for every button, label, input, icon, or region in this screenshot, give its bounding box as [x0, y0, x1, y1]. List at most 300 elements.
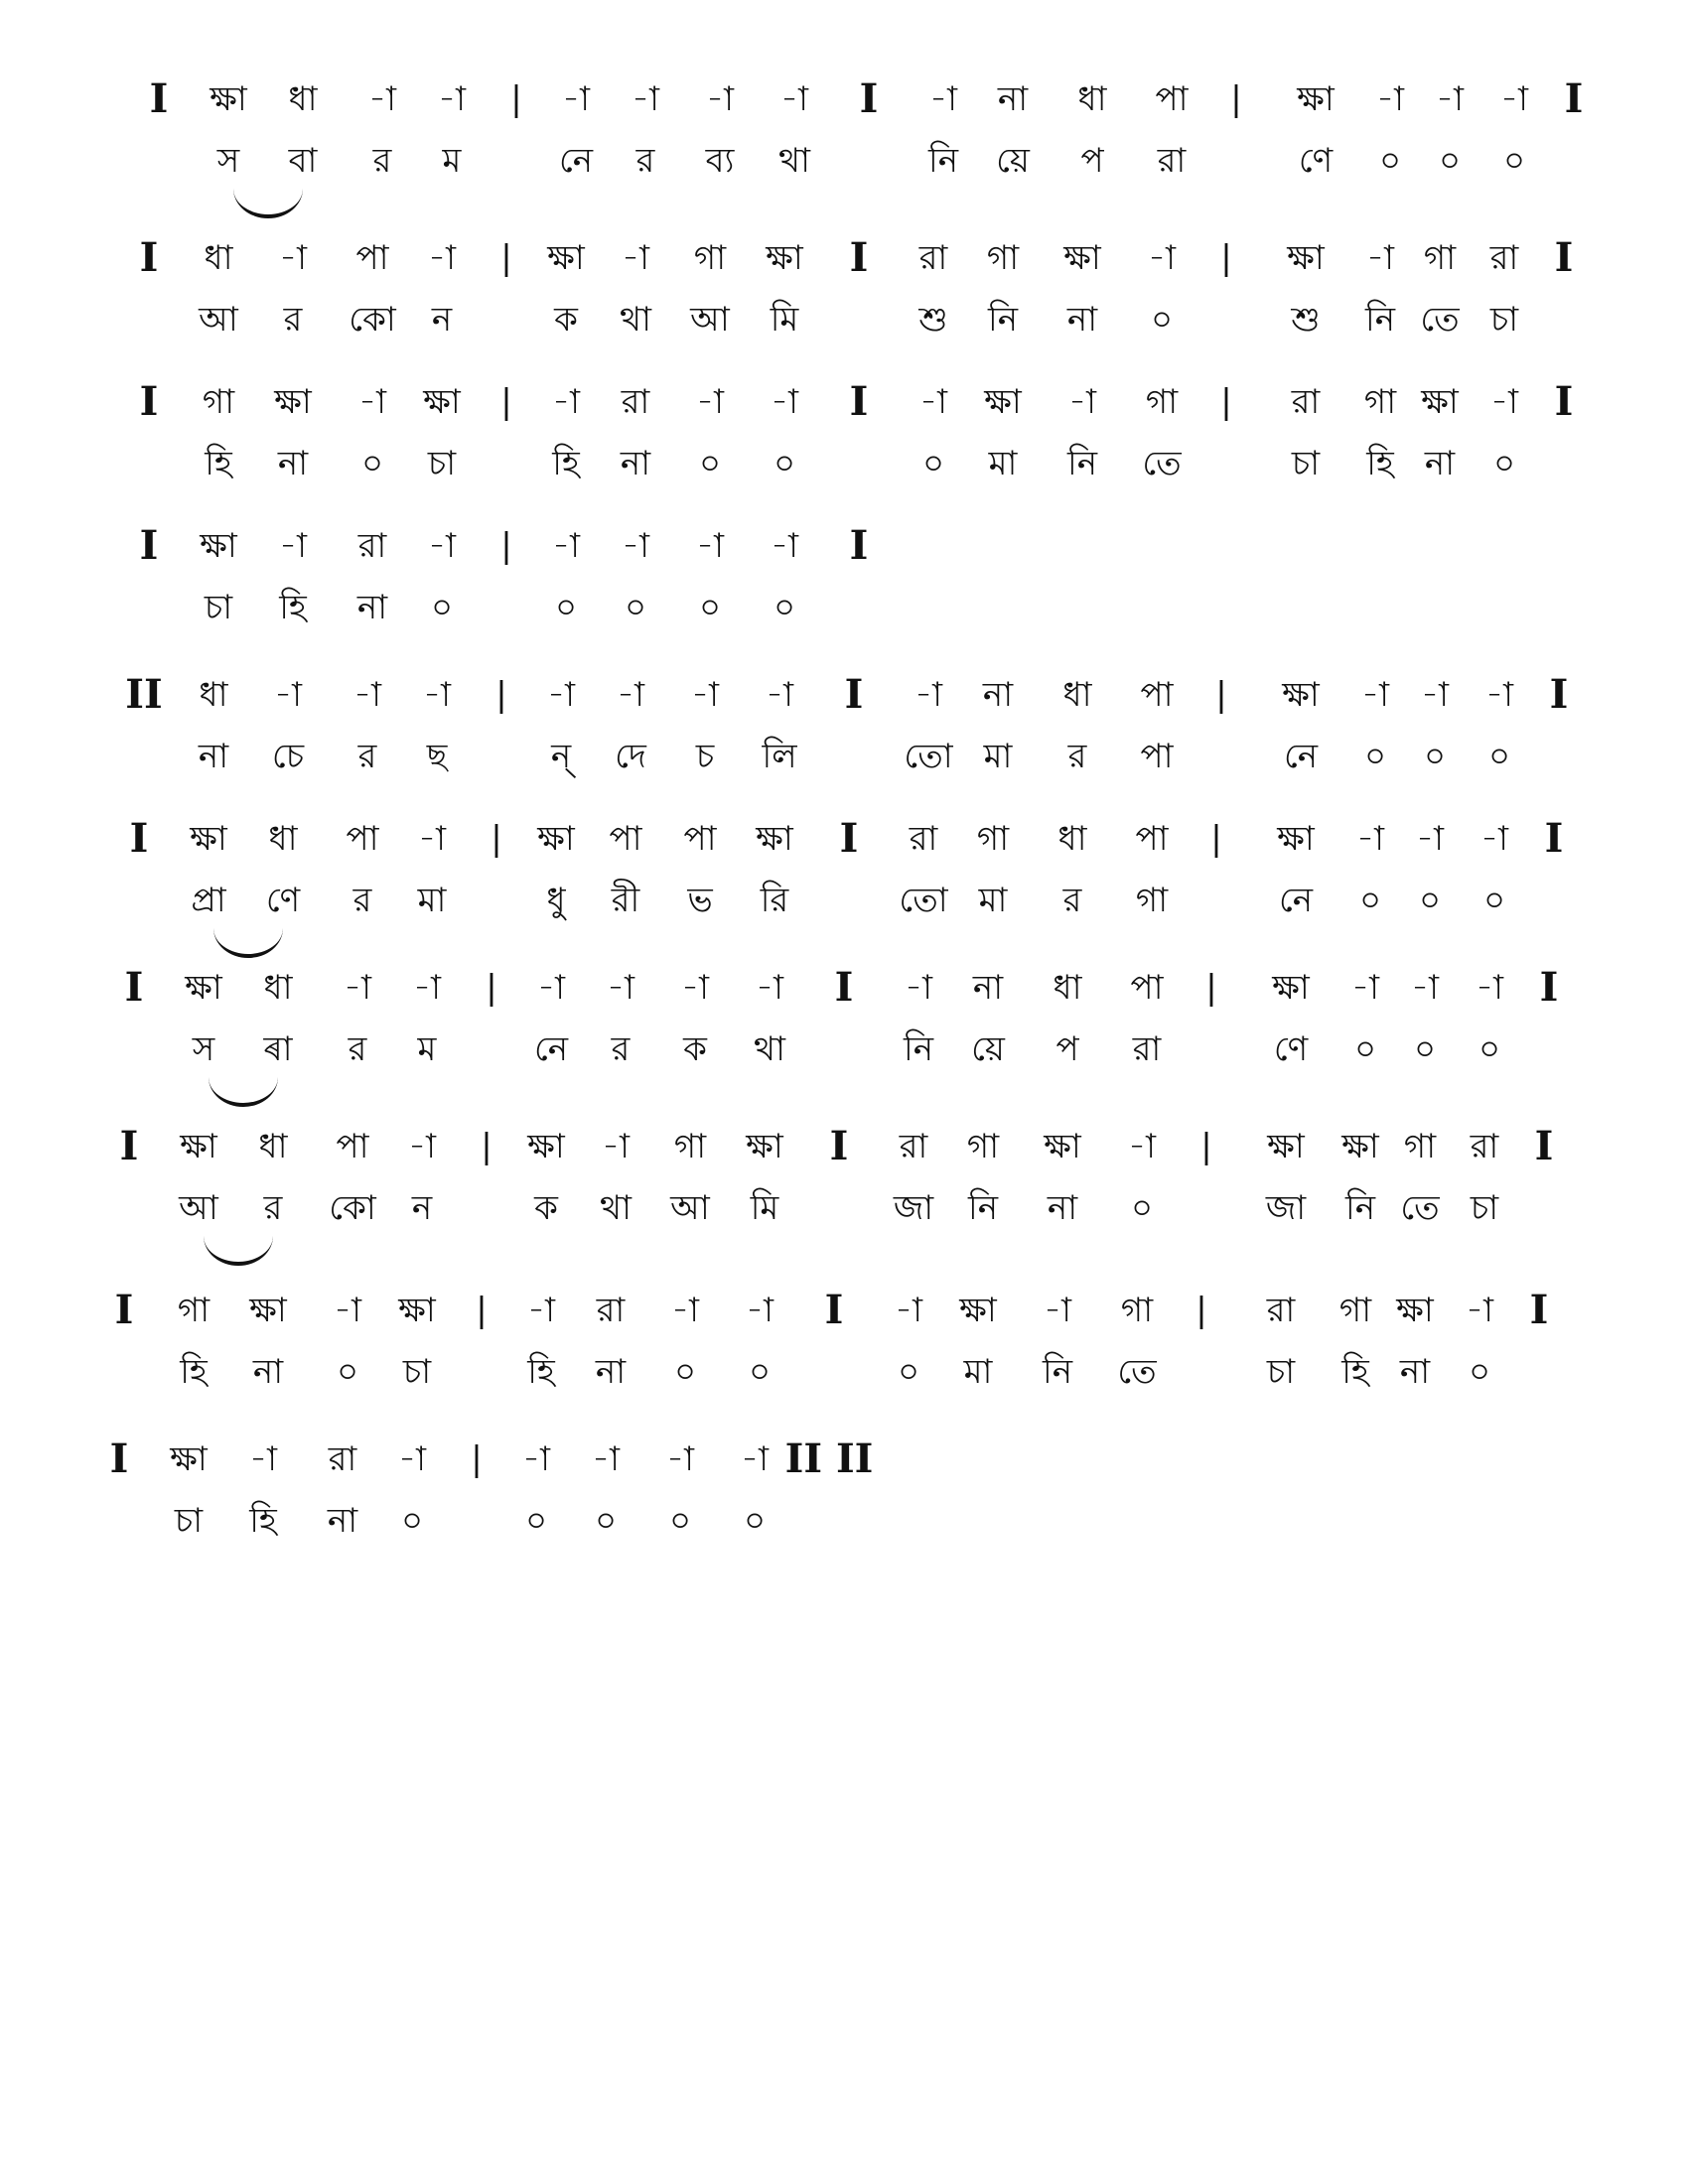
swara-note: ধা — [204, 238, 233, 278]
swara-note: -া — [279, 238, 307, 278]
slur-mark — [213, 928, 283, 958]
swara-note: ক্ষা — [527, 1127, 565, 1166]
swara-note: -া — [746, 1291, 774, 1330]
lyric-syllable: চা — [402, 1352, 432, 1392]
swara-note: ধা — [1077, 79, 1107, 119]
swara-note: -া — [334, 1291, 361, 1330]
lyric-syllable: হি — [279, 588, 307, 627]
swara-note: রা — [909, 819, 938, 859]
lyric-syllable: ০ — [1413, 1029, 1437, 1069]
lyric-row — [0, 1491, 1688, 1551]
swara-note: -া — [1044, 1291, 1071, 1330]
beat-separator: | — [495, 675, 507, 715]
swara-note: ক্ষা — [1421, 382, 1459, 422]
lyric-syllable: র — [1062, 881, 1082, 920]
swara-note: -া — [368, 79, 396, 119]
lyric-syllable: না — [327, 1501, 358, 1541]
swara-note: রা — [596, 1291, 626, 1330]
lyric-syllable: নি — [1066, 444, 1098, 483]
swara-note: -া — [527, 1291, 555, 1330]
swara-note: ধা — [263, 968, 293, 1008]
bar-line: I — [824, 1287, 844, 1333]
lyric-syllable: রা — [1157, 141, 1187, 181]
lyric-syllable: না — [1066, 300, 1098, 340]
lyric-syllable: ভ — [687, 881, 713, 920]
swara-note: ক্ষা — [1297, 79, 1335, 119]
lyric-syllable: চা — [204, 588, 233, 627]
swara-note: না — [972, 968, 1004, 1008]
lyric-syllable: থা — [600, 1188, 632, 1228]
lyric-syllable: ০ — [1482, 881, 1506, 920]
swara-note: -া — [602, 1127, 630, 1166]
lyric-syllable: দে — [615, 737, 646, 776]
beat-separator: | — [491, 819, 502, 859]
lyric-syllable: হি — [249, 1501, 277, 1541]
swara-note: -া — [552, 382, 580, 422]
swara-note: -া — [905, 968, 932, 1008]
swara-note: রা — [918, 238, 948, 278]
lyric-syllable: হি — [1366, 444, 1394, 483]
swara-note: ক্ষা — [766, 238, 803, 278]
swara-note: রা — [1266, 1291, 1296, 1330]
swara-note: রা — [328, 1439, 357, 1479]
lyric-row — [0, 1178, 1688, 1238]
swara-note: -া — [1366, 238, 1394, 278]
lyric-syllable: ০ — [743, 1501, 767, 1541]
bar-line: II II — [784, 1435, 874, 1482]
swara-note: ক্ষা — [756, 819, 793, 859]
lyric-syllable: হি — [552, 444, 580, 483]
lyric-syllable: ০ — [1378, 141, 1402, 181]
swara-note: -া — [771, 382, 798, 422]
swara-note: রা — [1489, 238, 1519, 278]
beat-separator: | — [500, 238, 512, 278]
swara-note: গা — [1403, 1127, 1437, 1166]
lyric-syllable: ০ — [668, 1501, 692, 1541]
lyric-syllable: ণে — [1298, 141, 1334, 181]
lyric-syllable: নি — [1364, 300, 1396, 340]
swara-note: -া — [358, 382, 386, 422]
lyric-syllable: ন — [411, 1188, 433, 1228]
bar-line: I — [1544, 815, 1564, 862]
swara-note: -া — [1466, 1291, 1493, 1330]
lyric-syllable: প্রা — [191, 881, 226, 920]
lyric-syllable: চে — [271, 737, 305, 776]
swara-note: গা — [1145, 382, 1179, 422]
lyric-syllable: ক — [683, 1029, 707, 1069]
swara-note: গা — [1120, 1291, 1154, 1330]
lyric-syllable: জা — [1265, 1188, 1307, 1228]
bar-line: I — [844, 671, 864, 718]
swara-note: -া — [1128, 1127, 1156, 1166]
bar-line: I — [1539, 964, 1559, 1011]
lyric-syllable: চা — [427, 444, 457, 483]
swara-note: -া — [522, 1439, 550, 1479]
bar-line: I — [849, 234, 869, 281]
lyric-syllable: ০ — [1363, 737, 1387, 776]
lyric-syllable: চা — [1266, 1352, 1296, 1392]
swara-note: ক্ষা — [170, 1439, 208, 1479]
swara-note: ধা — [1062, 675, 1092, 715]
swara-note: ক্ষা — [398, 1291, 436, 1330]
lyric-syllable: ০ — [1353, 1029, 1377, 1069]
swara-note: -া — [408, 1127, 436, 1166]
bar-line: I — [1564, 75, 1584, 122]
lyric-syllable: হি — [1341, 1352, 1369, 1392]
lyric-syllable: থা — [754, 1029, 785, 1069]
swara-note: ক্ষা — [1287, 238, 1325, 278]
swara-note: রা — [621, 382, 650, 422]
lyric-syllable: ক — [534, 1188, 558, 1228]
beat-separator: | — [1210, 819, 1222, 859]
lyric-syllable: র — [352, 881, 372, 920]
lyric-syllable: ০ — [773, 444, 796, 483]
lyric-syllable: নি — [1344, 1188, 1376, 1228]
swara-note: ক্ষা — [249, 1291, 287, 1330]
swara-note: ক্ষা — [1341, 1127, 1379, 1166]
lyric-syllable: নি — [967, 1188, 999, 1228]
notation-line — [0, 958, 1688, 1107]
lyric-syllable: ০ — [400, 1501, 424, 1541]
lyric-syllable: র — [611, 1029, 631, 1069]
swara-row — [0, 228, 1688, 288]
swara-note: না — [982, 675, 1014, 715]
lyric-syllable: স — [192, 1029, 215, 1069]
bar-line: I — [139, 378, 159, 425]
lyric-syllable: য়ে — [971, 1029, 1005, 1069]
swara-note: রা — [1291, 382, 1321, 422]
slur-mark — [204, 1236, 273, 1266]
lyric-syllable: থা — [620, 300, 651, 340]
beat-separator: | — [486, 968, 497, 1008]
swara-note: পা — [683, 819, 717, 859]
swara-row — [0, 958, 1688, 1018]
lyric-syllable: তো — [899, 881, 948, 920]
swara-note: -া — [552, 526, 580, 566]
bar-line: I — [109, 1435, 129, 1482]
swara-note: গা — [986, 238, 1020, 278]
swara-note: ক্ষা — [547, 238, 585, 278]
lyric-syllable: র — [372, 141, 392, 181]
lyric-syllable: মা — [963, 1352, 993, 1392]
lyric-syllable: ০ — [336, 1352, 359, 1392]
swara-note: -া — [914, 675, 942, 715]
swara-note: পা — [609, 819, 642, 859]
notation-line — [0, 69, 1688, 218]
lyric-syllable: ০ — [430, 588, 454, 627]
beat-separator: | — [481, 1127, 492, 1166]
swara-note: -া — [622, 526, 649, 566]
swara-note: -া — [428, 238, 456, 278]
lyric-syllable: না — [198, 737, 229, 776]
bar-line: I — [1549, 671, 1569, 718]
lyric-syllable: ক — [554, 300, 578, 340]
lyric-syllable: মি — [750, 1188, 779, 1228]
swara-note: -া — [632, 79, 659, 119]
lyric-syllable: ম — [417, 1029, 437, 1069]
lyric-syllable: নে — [558, 141, 594, 181]
lyric-syllable: প — [1080, 141, 1104, 181]
lyric-syllable: চ — [695, 737, 715, 776]
bar-line: I — [139, 234, 159, 281]
lyric-syllable: নি — [903, 1029, 934, 1069]
beat-separator: | — [1230, 79, 1242, 119]
lyric-syllable: ন্ — [550, 737, 572, 776]
swara-note: -া — [353, 675, 381, 715]
swara-note: ক্ষা — [1277, 819, 1315, 859]
bar-line: I — [829, 1123, 849, 1169]
swara-note: ক্ষা — [1272, 968, 1310, 1008]
lyric-syllable: মা — [983, 737, 1013, 776]
beat-separator: | — [1220, 382, 1232, 422]
swara-note: গা — [976, 819, 1010, 859]
swara-note: -া — [249, 1439, 277, 1479]
lyric-syllable: তে — [1420, 300, 1460, 340]
swara-note: ধা — [268, 819, 298, 859]
lyric-row — [0, 727, 1688, 786]
lyric-syllable: র — [263, 1188, 283, 1228]
swara-note: ক্ষা — [200, 526, 237, 566]
lyric-syllable: ০ — [1487, 737, 1511, 776]
swara-note: -া — [1068, 382, 1096, 422]
lyric-syllable: নি — [927, 141, 959, 181]
swara-note: পা — [1130, 968, 1164, 1008]
notation-line — [0, 516, 1688, 665]
swara-note: -া — [780, 79, 808, 119]
swara-note: ধা — [1057, 819, 1087, 859]
lyric-syllable: ০ — [673, 1352, 697, 1392]
swara-note: ধা — [1053, 968, 1082, 1008]
swara-note: ক্ষা — [185, 968, 222, 1008]
swara-note: -া — [666, 1439, 694, 1479]
swara-note: -া — [756, 968, 783, 1008]
swara-note: গা — [202, 382, 235, 422]
lyric-syllable: ০ — [1492, 444, 1516, 483]
lyric-syllable: র — [348, 1029, 367, 1069]
swara-note: পা — [1135, 819, 1169, 859]
lyric-syllable: না — [356, 588, 388, 627]
lyric-syllable: ০ — [360, 444, 384, 483]
swara-note: ক্ষা — [1396, 1291, 1434, 1330]
lyric-syllable: না — [1047, 1188, 1078, 1228]
swara-note: রা — [899, 1127, 928, 1166]
lyric-syllable: হি — [205, 444, 232, 483]
lyric-syllable: মা — [978, 881, 1008, 920]
swara-note: -া — [423, 675, 451, 715]
lyric-syllable: না — [1424, 444, 1456, 483]
lyric-syllable: ০ — [1358, 881, 1382, 920]
lyric-syllable: চা — [174, 1501, 204, 1541]
lyric-syllable: ন — [431, 300, 453, 340]
lyric-syllable: রা — [1132, 1029, 1162, 1069]
lyric-syllable: ব্য — [705, 141, 735, 181]
lyric-syllable: মি — [770, 300, 799, 340]
lyric-syllable: ধু — [546, 881, 566, 920]
bar-line: II — [125, 671, 163, 718]
swara-note: ধা — [258, 1127, 288, 1166]
lyric-syllable: আ — [199, 300, 238, 340]
swara-note: -া — [1421, 675, 1449, 715]
swara-note: ক্ষা — [423, 382, 461, 422]
lyric-syllable: ০ — [624, 588, 647, 627]
swara-note: -া — [1356, 819, 1384, 859]
bar-line: I — [119, 1123, 139, 1169]
bar-line: I — [1554, 378, 1574, 425]
swara-note: -া — [398, 1439, 426, 1479]
swara-note: গা — [1363, 382, 1397, 422]
notation-line — [0, 372, 1688, 521]
swara-note: -া — [1480, 819, 1508, 859]
notation-line — [0, 809, 1688, 958]
lyric-syllable: ০ — [1438, 141, 1462, 181]
bar-line: I — [849, 522, 869, 569]
bar-line: I — [139, 522, 159, 569]
swara-note: -া — [622, 238, 649, 278]
lyric-syllable: নি — [1042, 1352, 1073, 1392]
swara-note: পা — [355, 238, 389, 278]
swara-note: -া — [592, 1439, 620, 1479]
lyric-syllable: গা — [1135, 881, 1169, 920]
lyric-syllable: হি — [180, 1352, 208, 1392]
lyric-syllable: ছ — [426, 737, 448, 776]
bar-line: I — [149, 75, 169, 122]
swara-note: -া — [766, 675, 793, 715]
beat-separator: | — [476, 1291, 488, 1330]
lyric-syllable: শু — [918, 300, 948, 340]
lyric-syllable: নি — [987, 300, 1019, 340]
swara-note: পা — [346, 819, 379, 859]
swara-note: ক্ষা — [1282, 675, 1320, 715]
swara-note: -া — [671, 1291, 699, 1330]
swara-note: -া — [919, 382, 947, 422]
beat-separator: | — [1220, 238, 1232, 278]
lyric-syllable: মা — [417, 881, 447, 920]
slur-mark — [233, 189, 303, 218]
swara-note: -া — [562, 79, 590, 119]
lyric-syllable: কো — [329, 1188, 376, 1228]
bar-line: I — [1529, 1287, 1549, 1333]
lyric-syllable: ম — [442, 141, 462, 181]
swara-note: ধা — [199, 675, 228, 715]
lyric-syllable: নে — [1283, 737, 1319, 776]
swara-row — [0, 516, 1688, 576]
swara-note: ক্ষা — [746, 1127, 783, 1166]
lyric-syllable: ০ — [1130, 1188, 1154, 1228]
swara-note: ক্ষা — [1063, 238, 1101, 278]
lyric-syllable: চা — [1489, 300, 1519, 340]
swara-note: -া — [741, 1439, 769, 1479]
lyric-syllable: রি — [760, 881, 789, 920]
swara-note: -া — [1485, 675, 1513, 715]
swara-row — [0, 809, 1688, 869]
lyric-syllable: চা — [1291, 444, 1321, 483]
beat-separator: | — [1215, 675, 1227, 715]
lyric-syllable: ০ — [524, 1501, 548, 1541]
bar-line: I — [839, 815, 859, 862]
lyric-syllable: ০ — [698, 588, 722, 627]
swara-note: -া — [681, 968, 709, 1008]
swara-note: -া — [706, 79, 734, 119]
swara-note: -া — [1376, 79, 1404, 119]
lyric-syllable: ০ — [554, 588, 578, 627]
lyric-syllable: ০ — [1502, 141, 1526, 181]
lyric-row — [0, 871, 1688, 930]
swara-note: ক্ষা — [537, 819, 575, 859]
swara-note: পা — [1155, 79, 1189, 119]
lyric-syllable: ০ — [1418, 881, 1442, 920]
swara-note: না — [997, 79, 1029, 119]
swara-row — [0, 372, 1688, 432]
beat-separator: | — [1205, 968, 1217, 1008]
swara-note: -া — [537, 968, 565, 1008]
swara-note: -া — [1416, 819, 1444, 859]
swara-row — [0, 1117, 1688, 1176]
lyric-syllable: ০ — [594, 1501, 618, 1541]
lyric-row — [0, 1342, 1688, 1402]
swara-note: গা — [1338, 1291, 1372, 1330]
bar-line: I — [124, 964, 144, 1011]
notation-line — [0, 1117, 1688, 1266]
lyric-syllable: শু — [1291, 300, 1321, 340]
beat-separator: | — [1196, 1291, 1207, 1330]
swara-note: পা — [336, 1127, 369, 1166]
lyric-syllable: ণে — [265, 881, 301, 920]
swara-note: গা — [693, 238, 727, 278]
swara-note: -া — [274, 675, 302, 715]
lyric-syllable: ০ — [1468, 1352, 1491, 1392]
swara-note: -া — [696, 382, 724, 422]
lyric-syllable: তে — [1142, 444, 1182, 483]
bar-line: I — [859, 75, 879, 122]
swara-note: -া — [428, 526, 456, 566]
swara-note: পা — [1140, 675, 1174, 715]
swara-note: ক্ষা — [190, 819, 227, 859]
lyric-row — [0, 290, 1688, 349]
lyric-syllable: ০ — [773, 588, 796, 627]
swara-note: ক্ষা — [959, 1291, 997, 1330]
swara-note: ধা — [288, 79, 318, 119]
lyric-syllable: ০ — [698, 444, 722, 483]
swara-note: -া — [1490, 382, 1518, 422]
swara-note: গা — [1423, 238, 1457, 278]
swara-note: -া — [929, 79, 957, 119]
bar-line: I — [1534, 1123, 1554, 1169]
lyric-syllable: না — [277, 444, 309, 483]
lyric-syllable: রী — [611, 881, 640, 920]
swara-note: ক্ষা — [180, 1127, 217, 1166]
swara-row — [0, 69, 1688, 129]
notation-line — [0, 1281, 1688, 1430]
swara-note: -া — [1436, 79, 1464, 119]
swara-note: গা — [966, 1127, 1000, 1166]
beat-separator: | — [500, 382, 512, 422]
lyric-row — [0, 131, 1688, 191]
lyric-row — [0, 1020, 1688, 1079]
lyric-syllable: থা — [778, 141, 810, 181]
lyric-syllable: স — [216, 141, 240, 181]
lyric-row — [0, 434, 1688, 493]
lyric-syllable: হি — [527, 1352, 555, 1392]
swara-row — [0, 665, 1688, 725]
bar-line: I — [849, 378, 869, 425]
swara-note: -া — [1361, 675, 1389, 715]
swara-note: -া — [617, 675, 644, 715]
lyric-syllable: না — [1399, 1352, 1431, 1392]
lyric-syllable: জা — [893, 1188, 934, 1228]
swara-note: রা — [357, 526, 387, 566]
swara-note: -া — [1500, 79, 1528, 119]
lyric-syllable: ০ — [921, 444, 945, 483]
